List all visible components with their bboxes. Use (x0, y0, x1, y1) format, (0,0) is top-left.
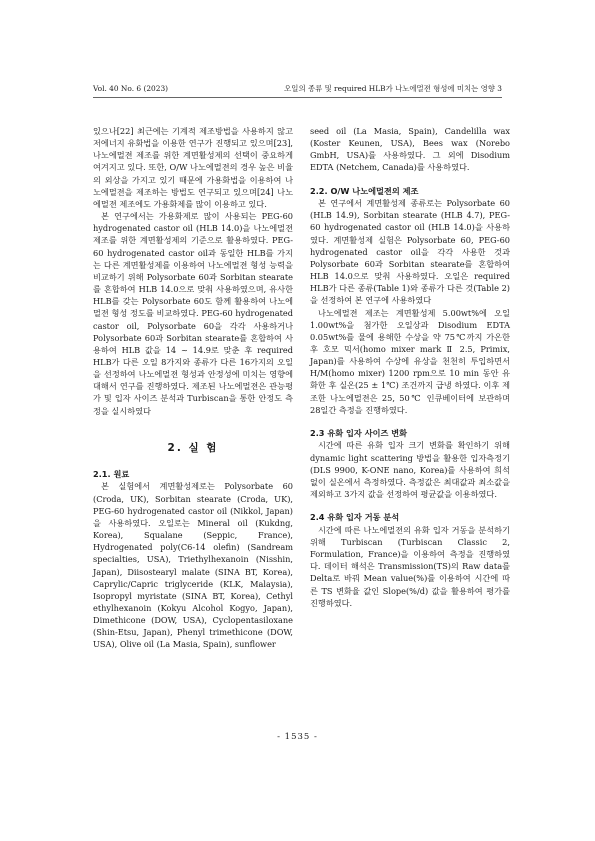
turbiscan-paragraph: 시간에 따른 나노에멀젼의 유화 입자 거동을 분석하기 위해 Turbiscan (Turbiscan Classic 2, Formulation, France)을 이용하여 측정을 진행하였다. 데이터 해석은 Transmission(TS)의 Raw data를 Delta로 바꿔 Mean value(%)를 이용하여 시간에 따른 TS 변화율 값인 Slope(%/d) 값을 활용하여 평가를 진행하였다. (310, 524, 510, 608)
spacer (310, 416, 510, 427)
subsection-2-2-title: 2.2. O/W 나노에멀젼의 제조 (310, 185, 419, 196)
intro-paragraph-2: 본 연구에서는 가용화제로 많이 사용되는 PEG-60 hydrogenated castor oil (HLB 14.0)을 나노에멀젼 제조를 위한 계면활성제의 기준으로 활용하였다. PEG-60 hydrogenated castor oil과 동일한 HLB를 가지는 다른 계면활성제를 이용하여 나노에멀젼 형성 능력을 비교하기 위해 Polysorbate 60과 Sorbitan stearate를 혼합하여 HLB 14.0으로 맞춰 사용하였으며, 유사한 HLB를 갖는 Polysorbate 60도 함께 활용하여 나노에멀젼 형성 정도를 비교하였다. PEG-60 hydrogenated castor oil, Polysorbate 60을 각각 사용하거나 Polysorbate 60과 Sorbitan stearate를 혼합하여 사용하여 HLB 값을 14 ~ 14.9로 맞춘 후 required HLB가 다른 오일 8가지와 종류가 다른 16가지의 오일을 선정하여 나노에멀젼 형성과 안정성에 미치는 영향에 대해서 연구를 진행하였다. 제조된 나노에멀젼은 관능평가 및 입자 사이즈 분석과 Turbiscan을 통한 안정도 측정을 실시하였다 (93, 211, 293, 416)
subsection-2-4-title: 2.4 유화 입자 거동 분석 (310, 512, 400, 523)
subsection-2-3-title: 2.3 유화 입자 사이즈 변화 (310, 427, 408, 438)
running-header (93, 81, 502, 95)
preparation-paragraph-1: 본 연구에서 계면활성제 종류로는 Polysorbate 60 (HLB 14.9), Sorbitan stearate (HLB 4.7), PEG-60 hydrogenated castor oil (HLB 14.0)을 사용하였다. 계면활성제 실험은 Polysorbate 60, PEG-60 hydrogenated castor oil을 각각 사용한 것과 Polysorbate 60과 Sorbitan stearate를 혼합하여 HLB 14.0으로 맞춰 사용하였다. 오일은 required HLB가 다른 종류(Table 1)와 종류가 다른 것(Table 2)을 선정하여 본 연구에 사용하였다 (310, 198, 510, 306)
left-column (93, 125, 293, 651)
header-divider (93, 97, 502, 98)
journal-volume: Vol. 40 No. 6 (2023) (93, 83, 169, 93)
spacer (310, 500, 510, 511)
materials-paragraph-continued: seed oil (La Masia, Spain), Candelilla wax (Koster Keunen, USA), Bees wax (Norebo GmbH, USA)를 사용하였다. 그 외에 Disodium EDTA (Netchem, Canada)를 사용하였다. (310, 126, 510, 173)
section-title-experiment: 2. 실 험 (167, 441, 219, 454)
preparation-paragraph-2: 나노에멀젼 제조는 계면활성제 5.00wt%에 오일 1.00wt%을 첨가한 오일상과 Disodium EDTA 0.05wt%를 물에 용해한 수상을 약 75℃까지 가온한 후 호모 믹서(homo mixer mark Ⅱ 2.5, Primix, Japan)를 사용하여 수상에 유상을 천천히 투입하면서 H/M(homo mixer) 1200 rpm으로 10 min 동안 유화한 후 실온(25 ± 1℃) 조건까지 급냉 하였다. 이후 제조한 나노에멀젼은 25, 50℃ 인큐베이터에 보관하며 28일간 측정을 진행하였다. (310, 307, 510, 415)
subsection-2-1-title: 2.1. 원료 (93, 468, 130, 479)
intro-paragraph-1: 있으나[22] 최근에는 기계적 제조방법을 사용하지 않고 저에너지 유화법을 이용한 연구가 진행되고 있으며[23], 나노에멀젼 제조를 위한 계면활성제의 선택이 중요하게 여겨지고 있다. 또한, O/W 나노에멀젼의 경우 높은 비율의 외상을 가지고 있기 때문에 가용화법을 이용하여 나노에멀젼을 제조하는 방법도 연구되고 있으며[24] 나노에멀젼 제조에도 가용화제를 많이 이용하고 있다. (93, 126, 293, 209)
page-number: - 1535 - (277, 732, 318, 742)
running-title: 오일의 종류 및 required HLB가 나노에멀젼 형성에 미치는 영향 3 (284, 83, 502, 93)
right-column (310, 125, 510, 609)
materials-paragraph: 본 실험에서 계면활성제로는 Polysorbate 60 (Croda, UK), Sorbitan stearate (Croda, UK), PEG-60 hydrogenated castor oil (Nikkol, Japan)을 사용하였다. 오일로는 Mineral oil (Kukdng, Korea), Squalane (Seppic, France), Hydrogenated poly(C6-14 olefin) (Sandream specialties, USA), Triethylhexanoin (Nisshin, Japan), Diisostearyl malate (SINA BT, Korea), Caprylic/Capric triglyceride (KLK, Malaysia), Isopropyl myristate (SINA BT, Korea), Cethyl ethylhexanoin (Kokyu Alcohol Kogyo, Japan), Dimethicone (DOW, USA), Cyclopentasiloxane (Shin-Etsu, Japan), Phenyl trimethicone (DOW, USA), Olive oil (La Masia, Spain), sunflower (93, 481, 293, 650)
particle-size-paragraph: 시간에 따른 유화 입자 크기 변화를 확인하기 위해 dynamic light scattering 방법을 활용한 입자측정기 (DLS 9900, K-ONE nano, Korea)를 사용하여 희석 없이 실온에서 측정하였다. 측정값은 최대값과 최소값을 제외하고 3가지 값을 선정하여 평균값을 이용하였다. (310, 440, 510, 500)
spacer (310, 174, 510, 185)
